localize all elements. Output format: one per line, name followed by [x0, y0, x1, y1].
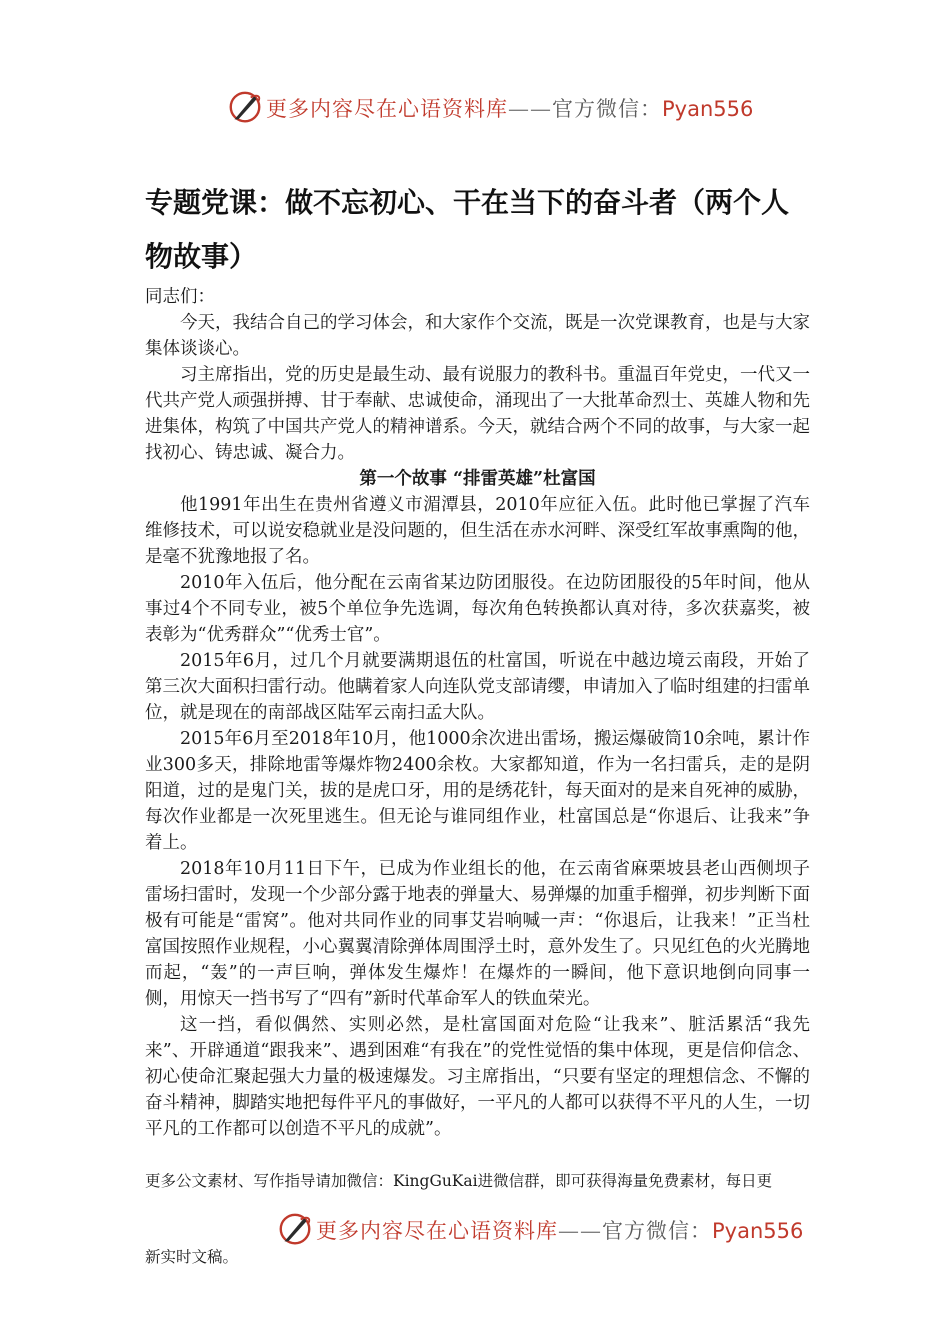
- quill-logo-icon: [226, 88, 264, 126]
- watermark-banner-top: [0, 84, 950, 130]
- document-title: 专题党课：做不忘初心、干在当下的奋斗者（两个人物故事）: [145, 186, 790, 273]
- quill-logo-icon: [276, 1210, 314, 1248]
- watermark-banner-bottom: [0, 1206, 950, 1252]
- watermark-main-text: 更多内容尽在心语资料库: [316, 1219, 558, 1243]
- watermark-separator: ——: [508, 97, 552, 121]
- body-paragraph: 他1991年出生在贵州省遵义市湄潭县，2010年应征入伍。此时他已掌握了汽车维修技术，可以说安稳就业是没问题的，但生活在赤水河畔、深受红军故事熏陶的他，是毫不犹豫地报了名。: [145, 495, 810, 567]
- document-body: [145, 284, 810, 1142]
- body-paragraph: 今天，我结合自己的学习体会，和大家作个交流，既是一次党课教育，也是与大家集体谈谈心。: [145, 313, 810, 359]
- body-paragraph: 同志们：: [145, 287, 215, 307]
- body-paragraph: 2010年入伍后，他分配在云南省某边防团服役。在边防团服役的5年时间，他从事过4个不同专业，被5个单位争先选调，每次角色转换都认真对待，多次获嘉奖，被表彰为“优秀群众”“优秀士官”。: [145, 573, 810, 645]
- section-heading: 第一个故事 “排雷英雄”杜富国: [359, 469, 596, 489]
- body-paragraph: 这一挡，看似偶然、实则必然，是杜富国面对危险“让我来”、脏活累活“我先来”、开辟通道“跟我来”、遇到困难“有我在”的党性觉悟的集中体现，更是信仰信念、初心使命汇聚起强大力量的极速爆发。习主席指出，“只要有坚定的理想信念、不懈的奋斗精神，脚踏实地把每件平凡的事做好，一平凡的人都可以获得不平凡的人生，一切平凡的工作都可以创造不平凡的成就”。: [145, 1015, 810, 1139]
- watermark-wechat-label: 官方微信：: [602, 1219, 712, 1243]
- body-paragraph: 2015年6月至2018年10月，他1000余次进出雷场，搬运爆破筒10余吨，累计作业300多天，排除地雷等爆炸物2400余枚。大家都知道，作为一名扫雷兵，走的是阴阳道，过的是鬼门关，拔的是虎口牙，用的是绣花针，每天面对的是来自死神的威胁，每次作业都是一次死里逃生。但无论与谁同组作业，杜富国总是“你退后、让我来”争着上。: [145, 729, 810, 853]
- watermark-wechat-id: Pyan556: [662, 97, 754, 121]
- watermark-separator: ——: [558, 1219, 602, 1243]
- watermark-wechat-label: 官方微信：: [552, 97, 662, 121]
- body-paragraph: 2018年10月11日下午，已成为作业组长的他，在云南省麻栗坡县老山西侧坝子雷场扫雷时，发现一个少部分露于地表的弹量大、易弹爆的加重手榴弹，初步判断下面极有可能是“雷窝”。他对共同作业的同事艾岩响喊一声：“你退后，让我来！”正当杜富国按照作业规程，小心翼翼清除弹体周围浮土时，意外发生了。只见红色的火光腾地而起，“轰”的一声巨响，弹体发生爆炸！在爆炸的一瞬间，他下意识地倒向同事一侧，用惊天一挡书写了“四有”新时代革命军人的铁血荣光。: [145, 859, 810, 1009]
- watermark-wechat-id: Pyan556: [712, 1219, 804, 1243]
- footer-promo-tail: 新实时文稿。: [145, 1248, 239, 1266]
- footer-promo-note: 更多公文素材、写作指导请加微信：KingGuKai进微信群，即可获得海量免费素材，每日更: [145, 1172, 773, 1190]
- body-paragraph: 2015年6月，过几个月就要满期退伍的杜富国，听说在中越边境云南段，开始了第三次大面积扫雷行动。他瞒着家人向连队党支部请缨，申请加入了临时组建的扫雷单位，就是现在的南部战区陆军云南扫孟大队。: [145, 651, 810, 723]
- body-paragraph: 习主席指出，党的历史是最生动、最有说服力的教科书。重温百年党史，一代又一代共产党人顽强拼搏、甘于奉献、忠诚使命，涌现出了一大批革命烈士、英雄人物和先进集体，构筑了中国共产党人的精神谱系。今天，就结合两个不同的故事，与大家一起找初心、铸忠诚、凝合力。: [145, 365, 810, 463]
- watermark-main-text: 更多内容尽在心语资料库: [266, 97, 508, 121]
